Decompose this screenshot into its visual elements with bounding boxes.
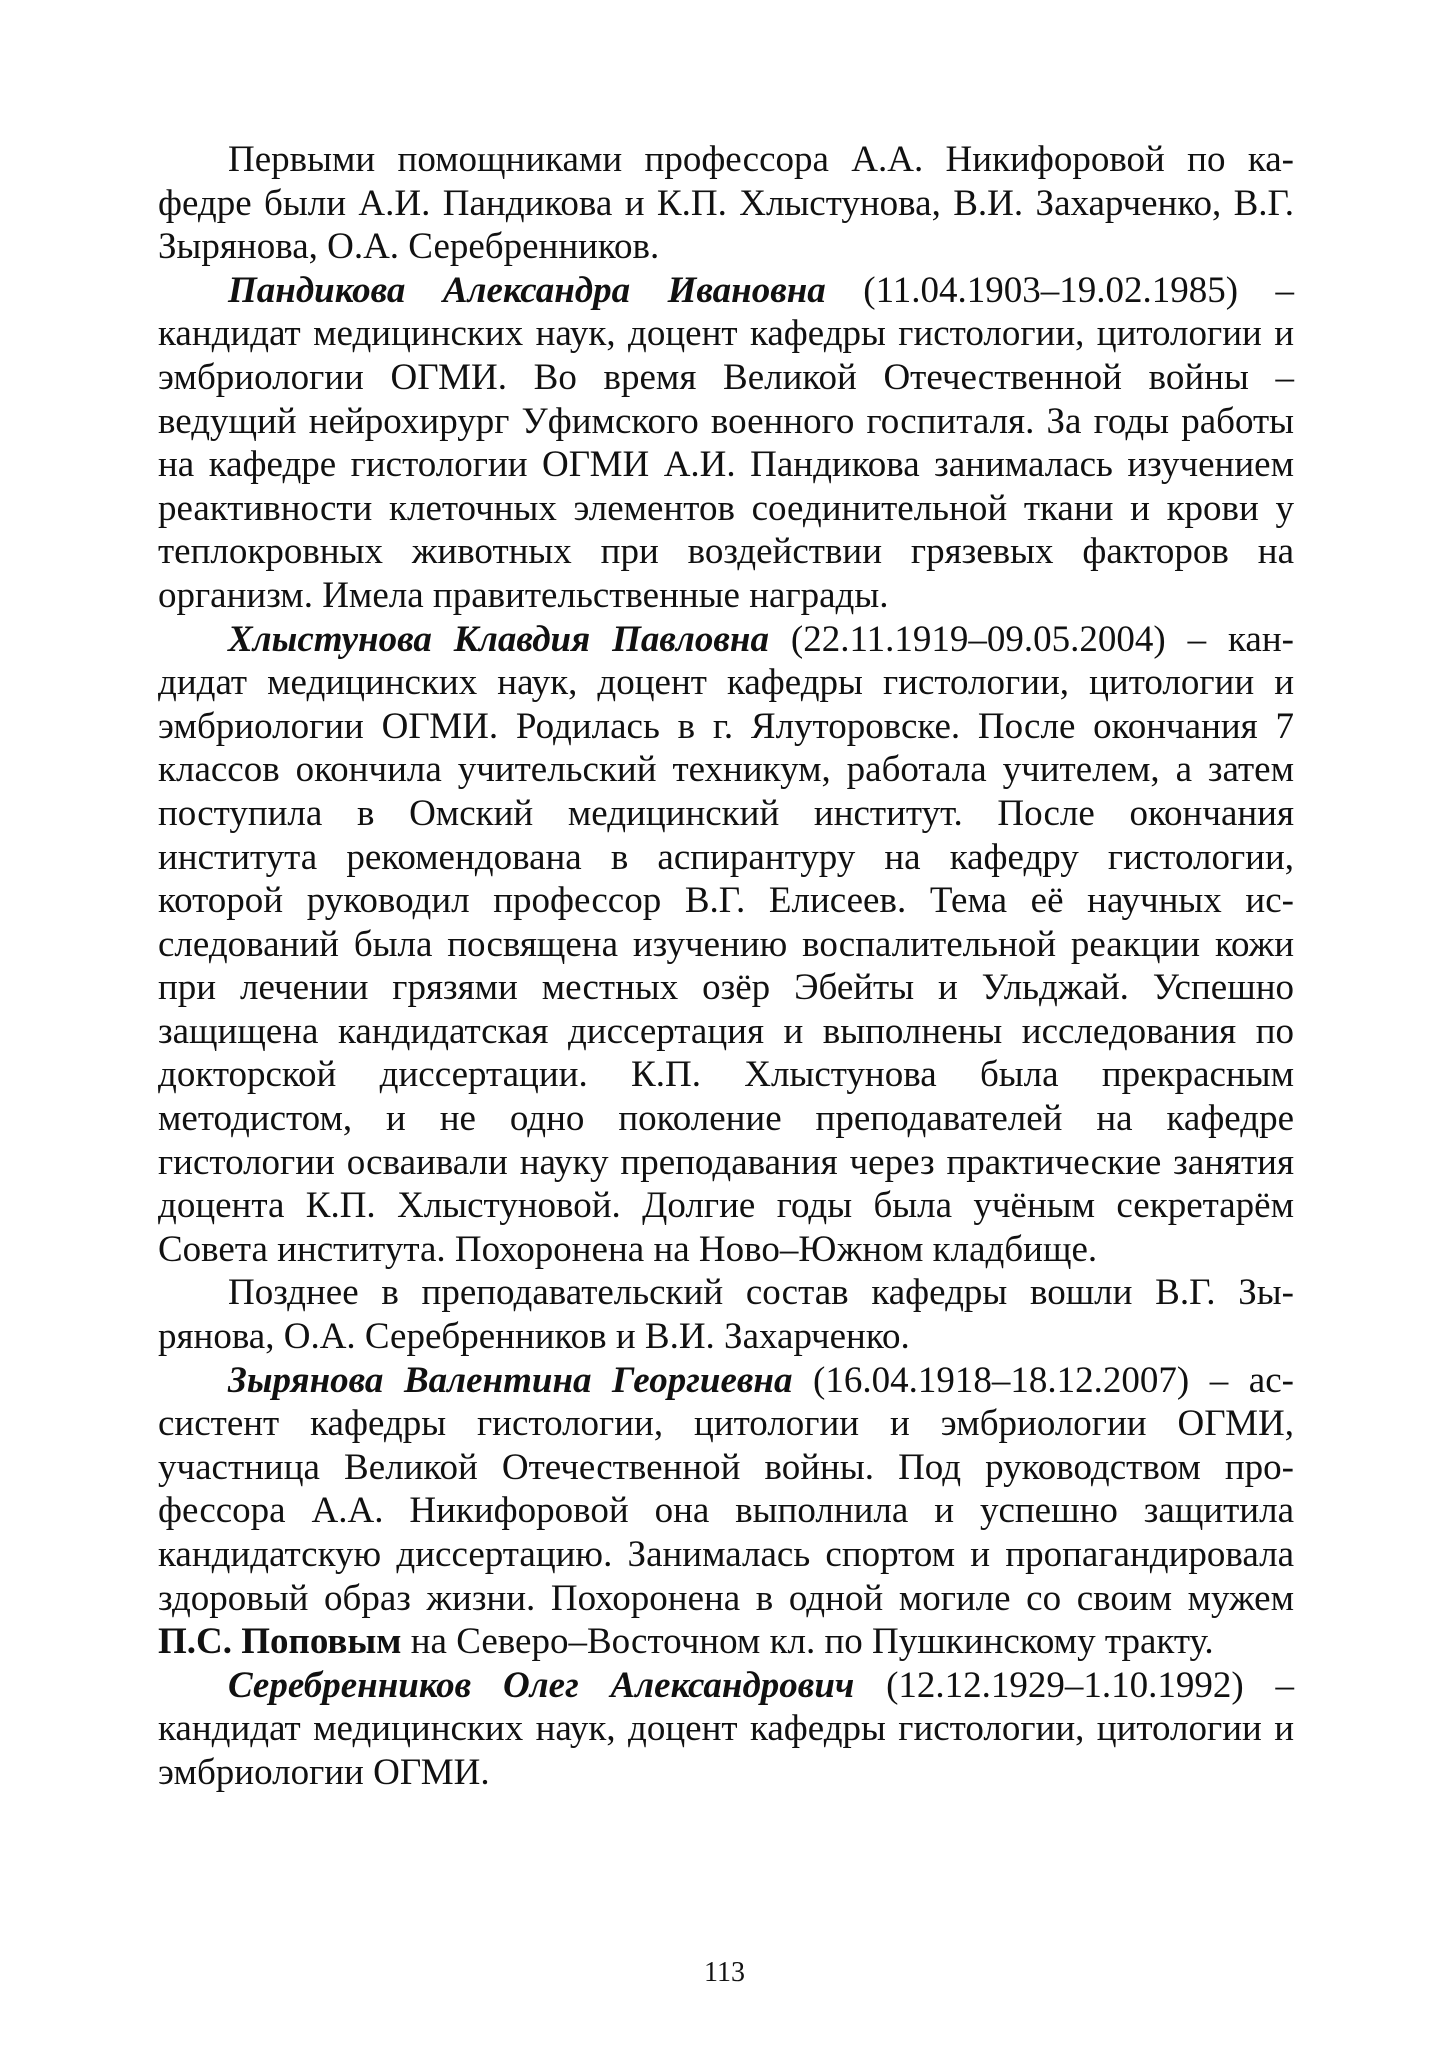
paragraph-text: (16.04.1918–18.12.2007) – ассистент кафедры гистологии, цитологии и эмбриологии ОГМИ, участница Великой Отечественной войны. Под руководством профессора А.А. Никифоровой она выполнила и успешно защитила кандидатскую диссертацию. Занималась спортом и пропагандировала здоровый образ жизни. Похоронена в одной могиле со своим мужем xyxy=(158,1359,1294,1619)
paragraph-text: (11.04.1903–19.02.1985) – кандидат медицинских наук, доцент кафедры гистологии, цитологии и эмбриологии ОГМИ. Во время Великой Отечественной войны – ведущий нейрохирург Уфимского военного госпиталя. За годы работы на кафедре гистологии ОГМИ А.И. Пандикова занималась изучением реактивности клеточных элементов соединительной ткани и крови у теплокровных животных при воздействии грязевых факторов на организм. Имела правительственные награды. xyxy=(158,269,1294,616)
paragraph-text: (12.12.1929–1.10.1992) – кандидат медицинских наук, доцент кафедры гистологии, цитологии и эмбриологии ОГМИ. xyxy=(158,1664,1294,1793)
paragraph-pandikova xyxy=(158,269,1294,618)
paragraph-staff-addition xyxy=(158,1271,1294,1358)
paragraph-text-tail: на Северо–Восточном кл. по Пушкинскому тракту. xyxy=(401,1621,1214,1663)
page-number: 113 xyxy=(704,1957,745,1988)
paragraph-serebrennikov xyxy=(158,1664,1294,1795)
paragraph-text: (22.11.1919–09.05.2004) – кандидат медицинских наук, доцент кафедры гистологии, цитологии и эмбриологии ОГМИ. Родилась в г. Ялуторовске. После окончания 7 классов окончила учительский техникум, работала учителем, а затем поступила в Омский медицинский институт. После окончания института рекомендована в аспирантуру на кафедру гистологии, которой руководил профессор В.Г. Елисеев. Тема её научных исследований была посвящена изучению воспалительной реакции кожи при лечении грязями местных озёр Эбейты и Ульджай. Успешно защищена кандидатская диссертация и выполнены исследования по докторской диссертации. К.П. Хлыстунова была прекрасным методистом, и не одно поколение преподавателей на кафедре гистологии осваивали науку преподавания через практические занятия доцента К.П. Хлыстуновой. Долгие годы была учёным секретарём Совета института. Похоронена на Ново–Южном кладбище. xyxy=(158,618,1294,1270)
body-text xyxy=(158,138,1294,1795)
person-name: Серебренников Олег Александрович xyxy=(228,1664,855,1706)
spouse-name: П.С. Поповым xyxy=(158,1621,402,1663)
paragraph-khlystunova xyxy=(158,618,1294,1272)
person-name: Пандикова Александра Ивановна xyxy=(228,269,826,311)
person-name: Зырянова Валентина Георгиевна xyxy=(228,1359,793,1401)
paragraph-text: Первыми помощниками профессора А.А. Никифоровой по кафедре были А.И. Пандикова и К.П. Хлыстунова, В.И. Захарченко, В.Г. Зырянова, О.А. Серебренников. xyxy=(158,139,1294,268)
paragraph-zyryanova xyxy=(158,1359,1294,1664)
person-name: Хлыстунова Клавдия Павловна xyxy=(228,618,769,660)
paragraph-intro xyxy=(158,138,1294,269)
paragraph-text: Позднее в преподавательский состав кафедры вошли В.Г. Зырянова, О.А. Серебренников и В.И. Захарченко. xyxy=(158,1272,1294,1358)
